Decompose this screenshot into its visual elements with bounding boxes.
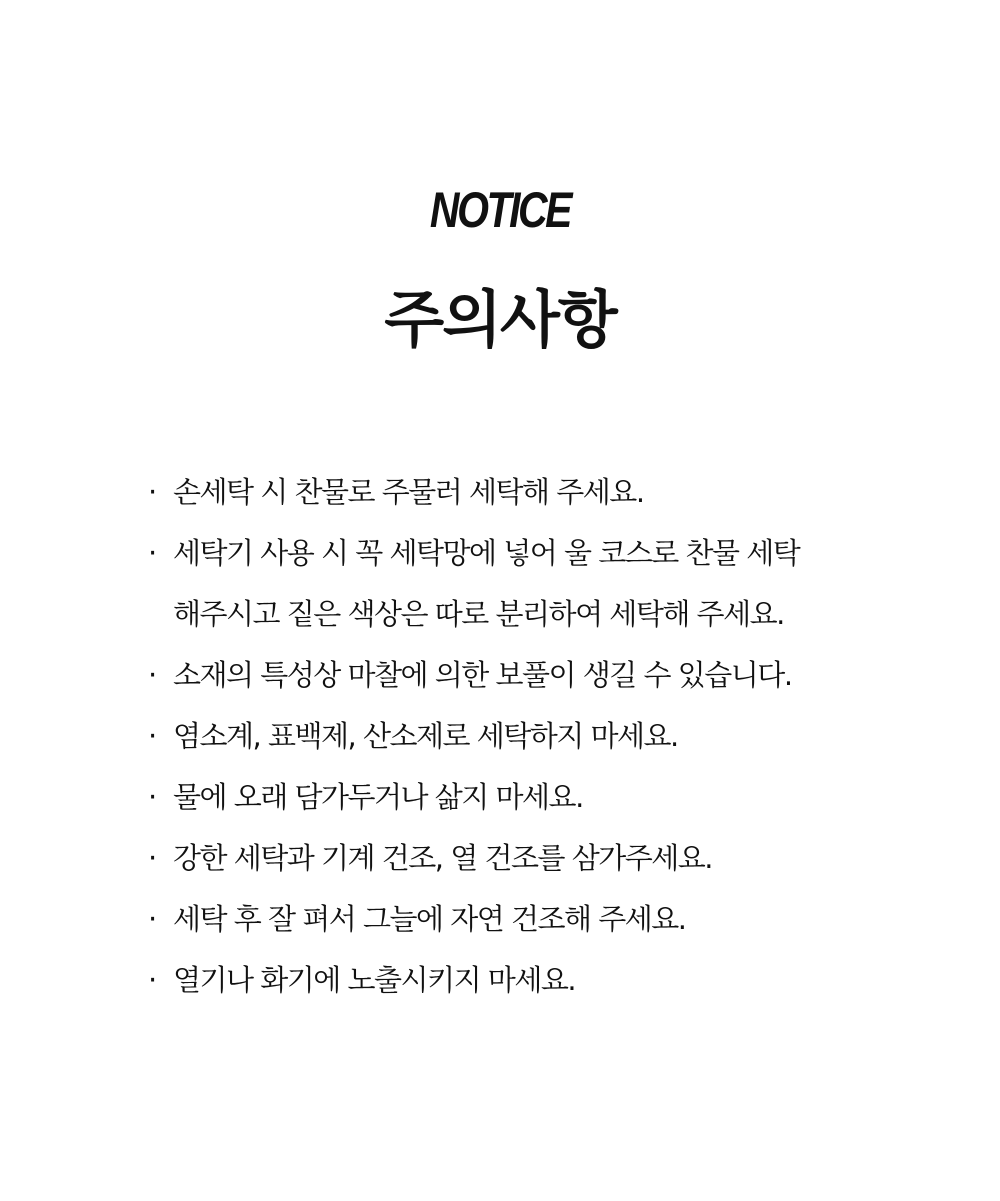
bullet-icon: · [148,719,156,753]
list-item-text: 세탁 후 잘 펴서 그늘에 자연 건조해 주세요. [173,902,686,936]
list-item-text: 강한 세탁과 기계 건조, 열 건조를 삼가주세요. [173,841,712,875]
list-item [148,767,868,828]
bullet-icon: · [148,902,156,936]
list-item-text: 열기나 화기에 노출시키지 마세요. [173,963,576,997]
bullet-icon: · [148,536,156,570]
list-item [148,462,868,523]
bullet-icon: · [148,658,156,692]
list-item-text: 소재의 특성상 마찰에 의한 보풀이 생길 수 있습니다. [173,658,792,692]
list-item-text: 염소계, 표백제, 산소제로 세탁하지 마세요. [173,719,678,753]
list-item [148,950,868,1011]
bullet-icon: · [148,963,156,997]
list-item-text: 물에 오래 담가두거나 삶지 마세요. [173,780,583,814]
list-item-text: 세탁기 사용 시 꼭 세탁망에 넣어 울 코스로 찬물 세탁 [173,536,800,570]
list-item [148,889,868,950]
list-item-text: 손세탁 시 찬물로 주물러 세탁해 주세요. [173,475,644,509]
list-item [148,523,868,645]
bullet-icon: · [148,475,156,509]
list-item [148,706,868,767]
list-item [148,645,868,706]
list-item-text: 해주시고 짙은 색상은 따로 분리하여 세탁해 주세요. [173,597,784,631]
bullet-icon: · [148,841,156,875]
notice-list [148,462,868,1011]
page-title: 주의사항 [384,283,616,356]
list-item [148,828,868,889]
bullet-icon: · [148,780,156,814]
notice-label: NOTICE [429,182,571,238]
